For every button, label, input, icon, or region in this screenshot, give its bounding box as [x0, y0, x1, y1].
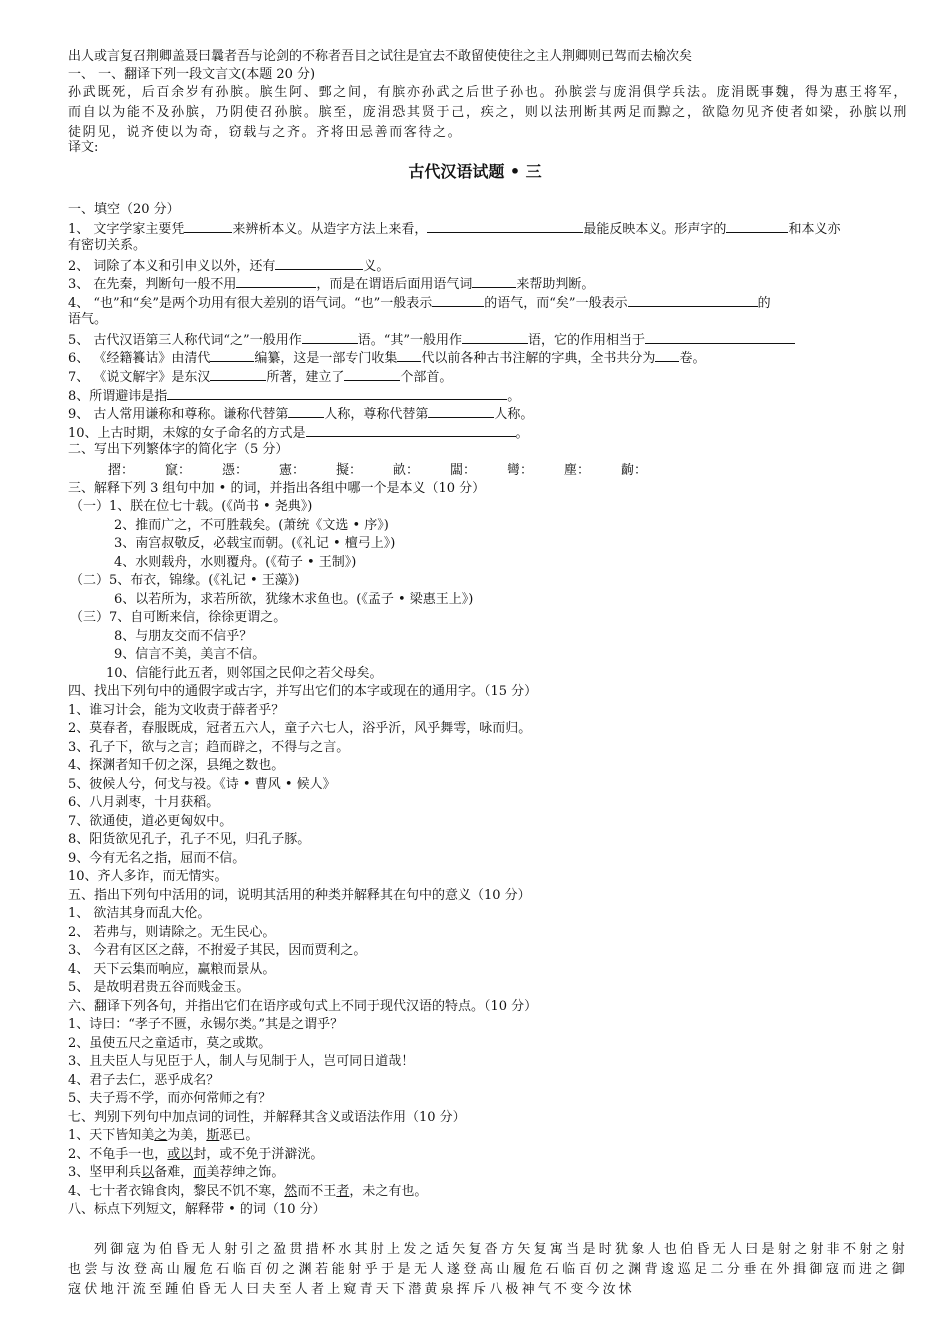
- question-line: 3、 今君有区区之薛，不拊爱子其民，因而贾利之。: [68, 943, 367, 958]
- question-line: 1、谁习计会，能为文收责于薛者乎？: [68, 703, 285, 718]
- answer-blank[interactable]: [462, 330, 528, 344]
- question-line: [68, 256, 908, 276]
- question-line: 6、八月剥枣，十月获稻。: [68, 795, 220, 810]
- translation-label: 译文:: [68, 140, 99, 155]
- text: 10、上古时期，未嫁的女子命名的方式是: [68, 426, 306, 441]
- passage-text: 孙武既死，后百余岁有孙膑。膑生阿、鄄之间，有膑亦孙武之后世子孙也。孙膑尝与庞涓俱学兵法。庞涓既事魏，得为惠王将军，而自以为能不及孙膑，乃阴使召孙膑。膑至，庞涓恐其贤于己，疾之，则以法刑断其两足而黥之，欲隐勿见齐使者如梁，孙膑以刑徒阴见，说齐使以为奇，窃载与之齐。齐将田忌善而客待之。: [68, 85, 908, 140]
- answer-blank[interactable]: [236, 274, 316, 288]
- answer-blank[interactable]: [428, 404, 494, 418]
- question-line: [68, 219, 908, 239]
- answer-blank[interactable]: [210, 367, 266, 381]
- text: 和本义亦: [788, 222, 841, 237]
- question-line: 2、推而广之，不可胜载矣。(萧统《文选 • 序》): [114, 518, 389, 533]
- text: 9、 古人常用谦称和尊称。谦称代替第: [68, 407, 289, 422]
- question-line: 2、莫春者，春服既成，冠者五六人，童子六七人，浴乎沂，风乎舞雩，咏而归。: [68, 721, 532, 736]
- char-item: 擬：: [336, 463, 363, 478]
- text: 人称，尊称代替第: [324, 407, 429, 422]
- text: 5、 古代汉语第三人称代词“之”一般用作: [68, 333, 302, 348]
- section-heading: 七、判别下列句中加点词的词性，并解释其含义或语法作用（10 分）: [68, 1110, 466, 1125]
- dotted-word: 然: [284, 1184, 298, 1199]
- question-line: 1、 欲洁其身而乱大伦。: [68, 906, 211, 921]
- text: 编纂，这是一部专门收集: [254, 351, 398, 366]
- question-line: （三）7、自可断来信，徐徐更谓之。: [70, 610, 287, 625]
- text: 的: [757, 296, 771, 311]
- char-item: 摺：: [108, 463, 135, 478]
- dotted-word: 之: [154, 1128, 168, 1143]
- question-line: 3、南宫叔敬反，必载宝而朝。(《礼记 • 檀弓上》): [114, 536, 396, 551]
- question-line: 7、欲通使，道必更匈奴中。: [68, 814, 233, 829]
- question-line: 5、夫子焉不学，而亦何常师之有？: [68, 1091, 272, 1106]
- unpunctuated-passage: 列御寇为伯昏无人射引之盈贯措杯水其肘上发之适矢复沓方矢复寓当是时犹象人也伯昏无人曰是射之射非不射之射也尝与汝登高山履危石临百仞之渊若能射乎于是无人遂登高山履危石临百仞之渊背逡巡足二分垂在外揖御寇而进之御寇伏地汗流至踵伯昏无人曰夫至人者上窥青天下潜黄泉挥斥八极神气不变今汝怵: [68, 1242, 908, 1297]
- question-line: [68, 1183, 908, 1201]
- text: 2、不龟手一也，: [68, 1147, 168, 1162]
- text: 义。: [363, 259, 390, 274]
- question-line: （一）1、朕在位七十载。(《尚书 • 尧典》): [70, 499, 313, 514]
- section-heading: 二、写出下列繁体字的简化字（5 分）: [68, 442, 289, 457]
- question-line: 3、且夫臣人与见臣于人，制人与见制于人，岂可同日道哉！: [68, 1054, 415, 1069]
- section-heading: 一、 一、翻译下列一段文言文(本题 20 分): [68, 67, 316, 82]
- text: 4、七十者衣锦食肉，黎民不饥不寒，: [68, 1184, 285, 1199]
- dotted-word: 以: [180, 1147, 194, 1162]
- answer-blank[interactable]: [726, 219, 788, 233]
- question-line: 4、水则载舟，水则覆舟。(《荀子 • 王制》): [114, 555, 357, 570]
- answer-blank[interactable]: [628, 293, 758, 307]
- text: ，而是在谓语后面用语气词: [316, 277, 473, 292]
- answer-blank[interactable]: [655, 348, 679, 362]
- dotted-word: 者: [336, 1184, 350, 1199]
- text: 来帮助判断。: [516, 277, 595, 292]
- text: 7、 《说文解字》是东汉: [68, 370, 211, 385]
- question-line: 5、 是故明君贵五谷而贱金玉。: [68, 980, 250, 995]
- char-item: 彎：: [507, 463, 534, 478]
- text: ，未之有也。: [349, 1184, 428, 1199]
- question-line: 语气。: [68, 312, 108, 327]
- text: 为美，: [167, 1128, 207, 1143]
- text: 语，它的作用相当于: [528, 333, 646, 348]
- char-item: 憲：: [279, 463, 306, 478]
- question-line: 10、上古时期，未嫁的女子命名的方式是 。: [68, 423, 908, 443]
- dotted-word: 以: [141, 1165, 155, 1180]
- text: 卷。: [679, 351, 706, 366]
- header-line: 出人或言复召荆卿盖聂曰曩者吾与论剑的不称者吾目之试往是宜去不敢留使使往之主人荆卿则已驾而去榆次矣: [68, 49, 693, 64]
- text: 所著，建立了: [266, 370, 345, 385]
- answer-blank[interactable]: [275, 256, 363, 270]
- answer-blank[interactable]: [210, 348, 254, 362]
- char-item: 憑：: [222, 463, 249, 478]
- text: 语。“其”一般用作: [357, 333, 462, 348]
- text: 来辨析本义。从造字方法上来看，: [232, 222, 428, 237]
- answer-blank[interactable]: [306, 423, 516, 437]
- char-item: 塵：: [564, 463, 591, 478]
- question-line: 8、阳货欲见孔子，孔子不见，归孔子豚。: [68, 832, 311, 847]
- char-item: 齣：: [621, 463, 648, 478]
- question-line: 10、齐人多诈，而无情实。: [68, 869, 228, 884]
- question-line: [68, 293, 908, 313]
- question-line: 2、虽使五尺之童适市，莫之或欺。: [68, 1036, 272, 1051]
- question-line: （二）5、布衣，锦缘。(《礼记 • 王藻》): [70, 573, 300, 588]
- question-line: 10、信能行此五者，则邻国之民仰之若父母矣。: [106, 666, 383, 681]
- question-line: 3、孔子下，欲与之言；趋而辟之，不得与之言。: [68, 740, 350, 755]
- text: 1、 文字学家主要凭: [68, 222, 185, 237]
- text: 6、 《经籍籑诂》由清代: [68, 351, 211, 366]
- answer-blank[interactable]: [432, 293, 484, 307]
- question-line: 4、探渊者知千仞之深，县绳之数也。: [68, 758, 285, 773]
- text: 人称。: [494, 407, 534, 422]
- section-heading: 三、解释下列 3 组句中加 • 的词，并指出各组中哪一个是本义（10 分）: [68, 481, 486, 496]
- text: 最能反映本义。形声字的: [583, 222, 727, 237]
- answer-blank[interactable]: [344, 367, 400, 381]
- text: 3、坚甲利兵: [68, 1165, 142, 1180]
- question-line: [68, 348, 908, 368]
- question-line: [68, 274, 908, 294]
- answer-blank[interactable]: [397, 348, 421, 362]
- answer-blank[interactable]: [184, 219, 232, 233]
- exam-title: 古代汉语试题 • 三: [408, 162, 542, 181]
- question-line: 1、诗曰：“孝子不匮，永锡尔类。”其是之谓乎？: [68, 1017, 344, 1032]
- question-line: [68, 1164, 908, 1182]
- question-line: 6、以若所为，求若所欲，犹缘木求鱼也。(《孟子 • 梁惠王上》): [114, 592, 474, 607]
- question-line: 8、与朋友交而不信乎？: [114, 629, 253, 644]
- section-heading: 六、翻译下列各句，并指出它们在语序或句式上不同于现代汉语的特点。（10 分）: [68, 999, 538, 1014]
- char-item: 畝：: [393, 463, 420, 478]
- question-line: 9、今有无名之指，屈而不信。: [68, 851, 246, 866]
- dotted-word: 斯: [206, 1128, 220, 1143]
- question-line: [68, 404, 908, 424]
- answer-blank[interactable]: [472, 274, 516, 288]
- section-heading: 八、标点下列短文，解释带 • 的词（10 分）: [68, 1202, 326, 1217]
- dotted-word: 而: [193, 1165, 207, 1180]
- question-line: [68, 1146, 908, 1164]
- text: 的语气，而“矣”一般表示: [484, 296, 628, 311]
- section-heading: 五、指出下列句中活用的词，说明其活用的种类并解释其在句中的意义（10 分）: [68, 888, 531, 903]
- traditional-char-list: [108, 462, 678, 480]
- answer-blank[interactable]: [427, 219, 583, 233]
- text: 3、 在先秦，判断句一般不用: [68, 277, 237, 292]
- question-line: 4、 天下云集而响应，赢粮而景从。: [68, 962, 276, 977]
- question-line: 2、 若弗与，则请除之。无生民心。: [68, 925, 276, 940]
- answer-blank[interactable]: [302, 330, 358, 344]
- question-line: 8、所谓避讳是指 。: [68, 386, 908, 406]
- text: 而不王: [297, 1184, 337, 1199]
- question-line: [68, 330, 908, 350]
- text: 封，或不免于洴澼洸。: [193, 1147, 324, 1162]
- char-item: 竄：: [165, 463, 192, 478]
- text: 2、 词除了本义和引申义以外，还有: [68, 259, 276, 274]
- question-line: [68, 367, 908, 387]
- dotted-word: 或: [167, 1147, 181, 1162]
- answer-blank[interactable]: [167, 386, 507, 400]
- question-line: 4、君子去仁，恶乎成名？: [68, 1073, 220, 1088]
- question-line: 5、彼候人兮，何戈与祋。《诗 • 曹风 • 候人》: [68, 777, 336, 792]
- text: 1、天下皆知美: [68, 1128, 155, 1143]
- section-heading: 四、找出下列句中的通假字或古字，并写出它们的本字或现在的通用字。（15 分）: [68, 684, 538, 699]
- text: 个部首。: [400, 370, 453, 385]
- section-heading: 一、填空（20 分）: [68, 202, 180, 217]
- question-line: 有密切关系。: [68, 238, 147, 253]
- text: 4、 “也”和“矣”是两个功用有很大差别的语气词。“也”一般表示: [68, 296, 433, 311]
- question-line: 9、信言不美，美言不信。: [114, 647, 266, 662]
- text: 代以前各种古书注解的字典，全书共分为: [421, 351, 656, 366]
- text: 美荐绅之饰。: [206, 1165, 285, 1180]
- text: 8、所谓避讳是指: [68, 389, 168, 404]
- char-item: 闆：: [450, 463, 477, 478]
- answer-blank[interactable]: [645, 330, 795, 344]
- answer-blank[interactable]: [288, 404, 324, 418]
- text: 恶已。: [219, 1128, 259, 1143]
- question-line: [68, 1127, 908, 1145]
- text: 备难，: [154, 1165, 194, 1180]
